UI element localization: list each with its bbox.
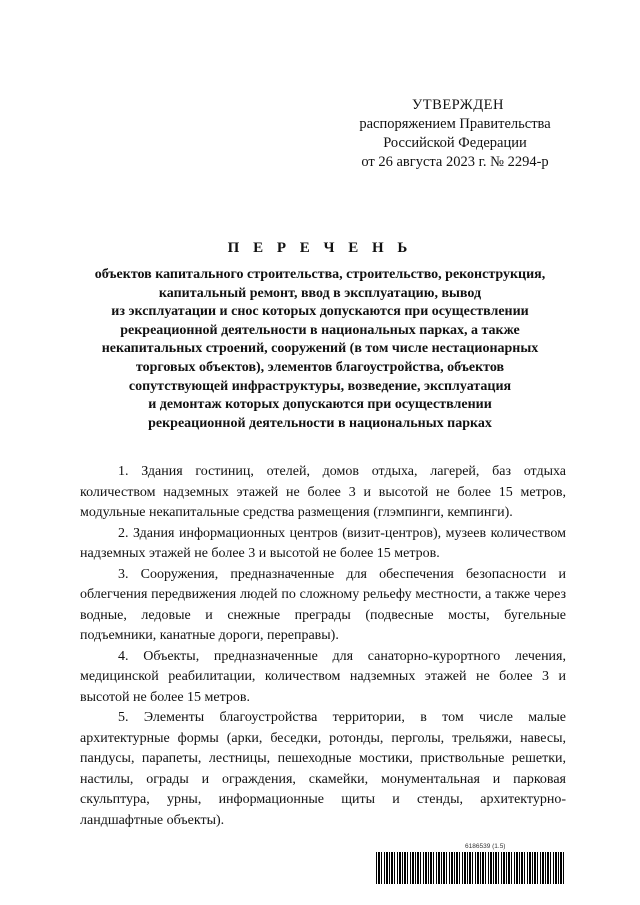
items-list bbox=[80, 462, 566, 831]
barcode-number: 6186539 (1.5) bbox=[465, 843, 506, 850]
list-item-2: 2. Здания информационных центров (визит-центров), музеев количеством надземных этажей не более 3 и высотой не более 15 метров. bbox=[80, 525, 566, 561]
document-subtitle bbox=[60, 266, 580, 433]
subtitle-line: объектов капитального строительства, строительство, реконструкция, bbox=[94, 267, 546, 282]
approval-line-3: от 26 августа 2023 г. № 2294-р bbox=[361, 154, 549, 170]
approval-block bbox=[330, 96, 580, 172]
list-item-4: 4. Объекты, предназначенные для санаторно-курортного лечения, медицинской реабилитации, количеством надземных этажей не более 3 и высотой не более 15 метров. bbox=[80, 648, 566, 705]
subtitle-line: из эксплуатации и снос которых допускаются при осуществлении bbox=[111, 304, 529, 320]
subtitle-line: капитальный ремонт, ввод в эксплуатацию, вывод bbox=[158, 285, 482, 301]
subtitle-line: и демонтаж которых допускаются при осуществлении bbox=[148, 397, 492, 413]
approval-line-2: Российской Федерации bbox=[383, 135, 527, 151]
barcode bbox=[376, 852, 566, 884]
subtitle-line: торговых объектов), элементов благоустройства, объектов bbox=[135, 359, 505, 375]
subtitle-line: рекреационной деятельности в национальных парках, а также bbox=[120, 322, 520, 338]
list-item-5: 5. Элементы благоустройства территории, в том числе малые архитектурные формы (арки, беседки, ротонды, перголы, трельяжи, навесы, пандусы, парапеты, лестницы, пешеходные мостики, приствольные решетки, настилы, ограды и ограждения, скамейки, монументальная и парковая скульптура, урны, информационные щиты и стенды, архитектурно-ландшафтные объекты). bbox=[80, 710, 566, 828]
list-item-3: 3. Сооружения, предназначенные для обеспечения безопасности и облегчения передвижения людей по сложному рельефу местности, а также через водные, ледовые и снежные преграды (подвесные мосты, бугельные подъемники, канатные дороги, переправы). bbox=[80, 566, 566, 643]
approval-stamp: УТВЕРЖДЕН bbox=[412, 97, 504, 113]
list-item-1: 1. Здания гостиниц, отелей, домов отдыха, лагерей, баз отдыха количеством надземных этажей не более 3 и высотой не более 15 метров, модульные некапитальные средства размещения (глэмпинги, кемпинги). bbox=[80, 464, 566, 520]
subtitle-line: рекреационной деятельности в национальных парках bbox=[148, 415, 492, 431]
approval-line-1: распоряжением Правительства bbox=[359, 116, 551, 132]
subtitle-line: сопутствующей инфраструктуры, возведение, эксплуатация bbox=[128, 378, 512, 394]
document-title: П Е Р Е Ч Е Н Ь bbox=[227, 240, 413, 256]
subtitle-line: некапитальных строений, сооружений (в том числе нестационарных bbox=[101, 341, 539, 357]
